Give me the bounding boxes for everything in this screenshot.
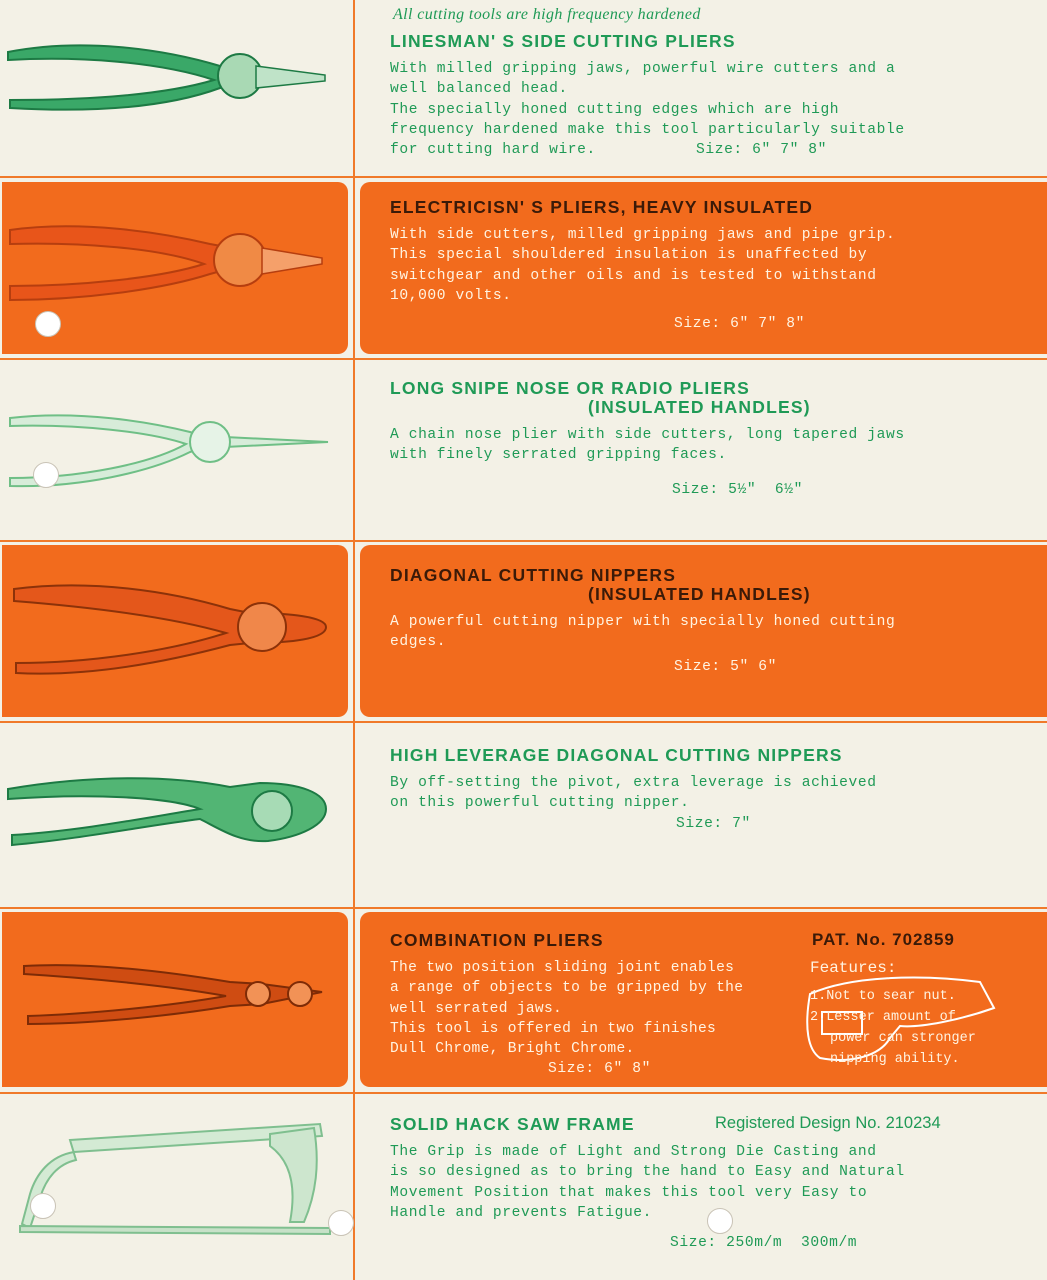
- features-box: [810, 958, 1010, 1070]
- row-divider: [0, 907, 1047, 909]
- product-size: Size: 250m/m 300m/m: [670, 1235, 858, 1252]
- product-title: COMBINATION PLIERS: [390, 930, 604, 950]
- row-divider: [0, 540, 1047, 542]
- product-size: Size: 6" 8": [548, 1061, 651, 1078]
- product-subtitle: (INSULATED HANDLES): [588, 584, 811, 604]
- diagonal-nippers-illustration: [0, 545, 350, 717]
- product-subtitle: (INSULATED HANDLES): [588, 397, 811, 417]
- product-description: The two position sliding joint enables a range of objects to be gripped by the well serrated jaws. This tool is offered in two finishes Dull Chrome, Bright Chrome.: [390, 960, 744, 1058]
- snipe-nose-pliers-illustration: [0, 360, 350, 540]
- combination-pliers-illustration: [0, 912, 350, 1087]
- product-size: Size: 7": [676, 815, 751, 832]
- product-description: With side cutters, milled gripping jaws and pipe grip. This special shouldered insulation is unaffected by switchgear and other oils and is tested to withstand 10,000 volts.: [390, 227, 896, 304]
- product-linesman-pliers: [390, 32, 1030, 160]
- row-divider: [0, 176, 1047, 178]
- hacksaw-frame-illustration: [0, 1094, 350, 1280]
- feature-item: 1.Not to sear nut.: [810, 989, 956, 1004]
- punch-hole: [30, 1193, 56, 1219]
- product-description: A powerful cutting nipper with specially honed cutting edges.: [390, 614, 896, 651]
- product-description: The Grip is made of Light and Strong Die Casting and is so designed as to bring the hand to Easy and Natural Movement Position that makes this tool very Easy to Handle and prevents Fatigue.: [390, 1144, 905, 1221]
- product-size: Size: 5" 6": [674, 658, 777, 675]
- product-title: LONG SNIPE NOSE OR RADIO PLIERS: [390, 378, 751, 398]
- punch-hole: [33, 462, 59, 488]
- features-heading: Features:: [810, 959, 897, 977]
- hardened-note: All cutting tools are high frequency hardened: [393, 6, 701, 23]
- product-description: A chain nose plier with side cutters, long tapered jaws with finely serrated gripping faces.: [390, 427, 905, 464]
- patent-number: PAT. No. 702859: [812, 930, 955, 949]
- product-electrician-pliers: [390, 198, 1030, 334]
- product-hacksaw-frame: [390, 1115, 1030, 1253]
- feature-item: power can stronger: [830, 1031, 976, 1046]
- feature-item: 2.Lesser amount of: [810, 1010, 956, 1025]
- product-description: By off-setting the pivot, extra leverage is achieved on this powerful cutting nipper.: [390, 775, 877, 812]
- linesman-pliers-illustration: [0, 0, 350, 176]
- product-snipe-nose-pliers: [390, 379, 1030, 500]
- vertical-divider: [353, 0, 355, 1280]
- product-description: With milled gripping jaws, powerful wire cutters and a well balanced head. The specially honed cutting edges which are high frequency hardened make this tool particularly suitable for cutting hard wire.: [390, 61, 905, 159]
- product-title: DIAGONAL CUTTING NIPPERS: [390, 565, 677, 585]
- product-title: LINESMAN' S SIDE CUTTING PLIERS: [390, 31, 736, 51]
- product-size: Size: 6" 7" 8": [696, 142, 828, 158]
- product-size: Size: 5½" 6½": [672, 481, 804, 498]
- product-title: ELECTRICISN' S PLIERS, HEAVY INSULATED: [390, 197, 814, 217]
- punch-hole: [328, 1210, 354, 1236]
- high-leverage-nippers-illustration: [0, 723, 350, 907]
- punch-hole: [35, 311, 61, 337]
- product-high-leverage-nippers: [390, 746, 1030, 834]
- feature-item: nipping ability.: [830, 1052, 960, 1067]
- product-size: Size: 6" 7" 8": [674, 316, 806, 333]
- product-title: SOLID HACK SAW FRAME: [390, 1114, 635, 1134]
- registered-design: Registered Design No. 210234: [715, 1114, 941, 1132]
- product-combination-pliers: [390, 931, 800, 1080]
- product-diagonal-nippers: [390, 566, 1030, 677]
- product-title: HIGH LEVERAGE DIAGONAL CUTTING NIPPERS: [390, 745, 843, 765]
